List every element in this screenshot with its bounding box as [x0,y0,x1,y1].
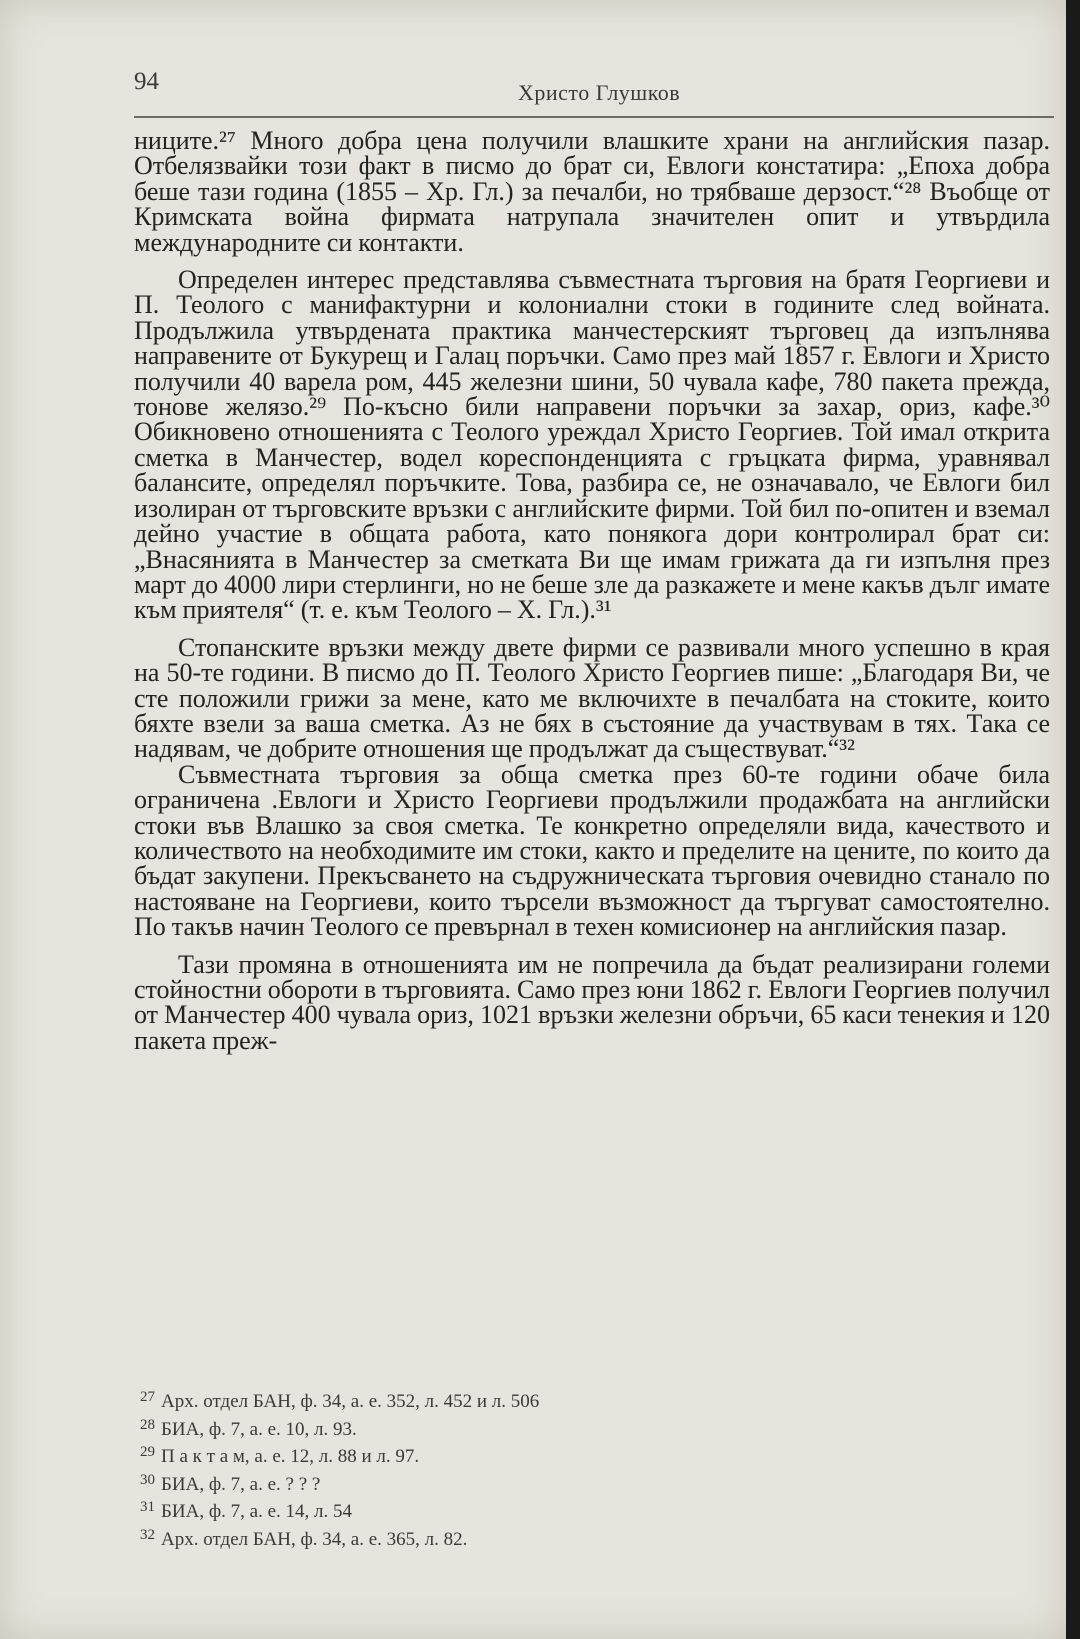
running-title: Христо Глушков [518,80,681,105]
page-header [134,66,1054,106]
footnote-28: $^{28}$ БИА, ф. 7, а. е. 10, л. 93. [140,1416,357,1440]
footnotes [140,1386,840,1551]
footnote-29: $^{29}$ П а к т а м, а. е. 12, л. 88 и л. 97. [140,1444,420,1467]
paragraph-3: Стопанските връзки между двете фирми се развивали много успешно в края на 50-те години. В писмо до П. Теолого Христо Георгиев пише: „Благодаря Ви, че сте положили грижи за мене, като ме включихте в печалбата на стоките, които бяхте взели за ваша сметка. Аз не бях в състояние да участвувам в тях. Така се надявам, че добрите отношения ще продължат да съществуват.“³² [134,632,1050,764]
footnote-32: $^{32}$ Арх. отдел БАН, ф. 34, а. е. 365, л. 82. [140,1526,468,1550]
footnote-31: $^{31}$ БИА, ф. 7, а. е. 14, л. 54 [140,1499,353,1522]
footnote-27: $^{27}$ Арх. отдел БАН, ф. 34, а. е. 352, л. 452 и л. 506 [140,1389,540,1412]
paragraph-2: Определен интерес представлява съвместната търговия на братя Георгиеви и П. Теолого с манифактурни и колониални стоки в годините след войната. Продължила утвърдената практика манчестерският търговец да изпълнява направените от Букурещ и Галац поръчки. Само през май 1857 г. Евлоги и Христо получили 40 варела ром, 445 железни шини, 50 чувала кафе, 780 пакета прежда, тонове желязо.²⁹ По-късно били направени поръчки за захар, ориз, кафе.³⁰ Обикновено отношенията с Теолого уреждал Христо Георгиев. Той имал открита сметка в Манчестер, водел кореспонденцията с гръцката фирма, уравнявал балансите, определял поръчките. Това, разбира се, не означавало, че Евлоги бил изолиран от търговските връзки с английските фирми. Той бил по-опитен и вземал дейно участие в общата работа, като понякога дори контролирал брат си: „Внасянията в Манчестер за сметката Ви ще имам грижата да ги изпълня през март до 4000 лири стерлинги, но не беше зле да разкажете и мене какъв дълг имате към приятеля“ (т. е. към Теолого – Х. Гл.).³¹ [134,265,1050,625]
paragraph-1: ниците.²⁷ Много добра цена получили влашките храни на английския пазар. Отбелязвайки този факт в писмо до брат си, Евлоги констатира: „Епоха добра беше тази година (1855 – Хр. Гл.) за печалби, но трябваше дерзост.“²⁸ Въобще от Кримската война фирмата натрупала значителен опит и утвърдила международните си контакти. [134,126,1050,257]
paragraph-4: Съвместната търговия за обща сметка през 60-те години обаче била ограничена .Евлоги и Христо Георгиеви продължили продажбата на английски стоки във Влашко за своя сметка. Те конкретно определяли вида, качеството и количеството на необходимите им стоки, както и пределите на цените, по които да бъдат закупени. Прекъсването на съдружническата търговия очевидно станало по настояване на Георгиеви, които търсели възможност да търгуват самостоятелно. По такъв начин Теолого се превърнал в техен комисионер на английския пазар. [134,759,1050,942]
header-rule [134,116,1054,118]
paragraph-5: Тази промяна в отношенията им не попречила да бъдат реализирани големи стойностни обороти в търговията. Само през юни 1862 г. Евлоги Георгиев получил от Манчестер 400 чувала ориз, 1021 връзки железни обръчи, 65 каси тенекия и 120 пакета преж- [134,949,1050,1055]
page-number: 94 [134,68,159,95]
body-text [134,128,1050,1053]
scan-edge [1066,0,1080,1639]
footnote-30: $^{30}$ БИА, ф. 7, а. е. ? ? ? [140,1471,321,1495]
